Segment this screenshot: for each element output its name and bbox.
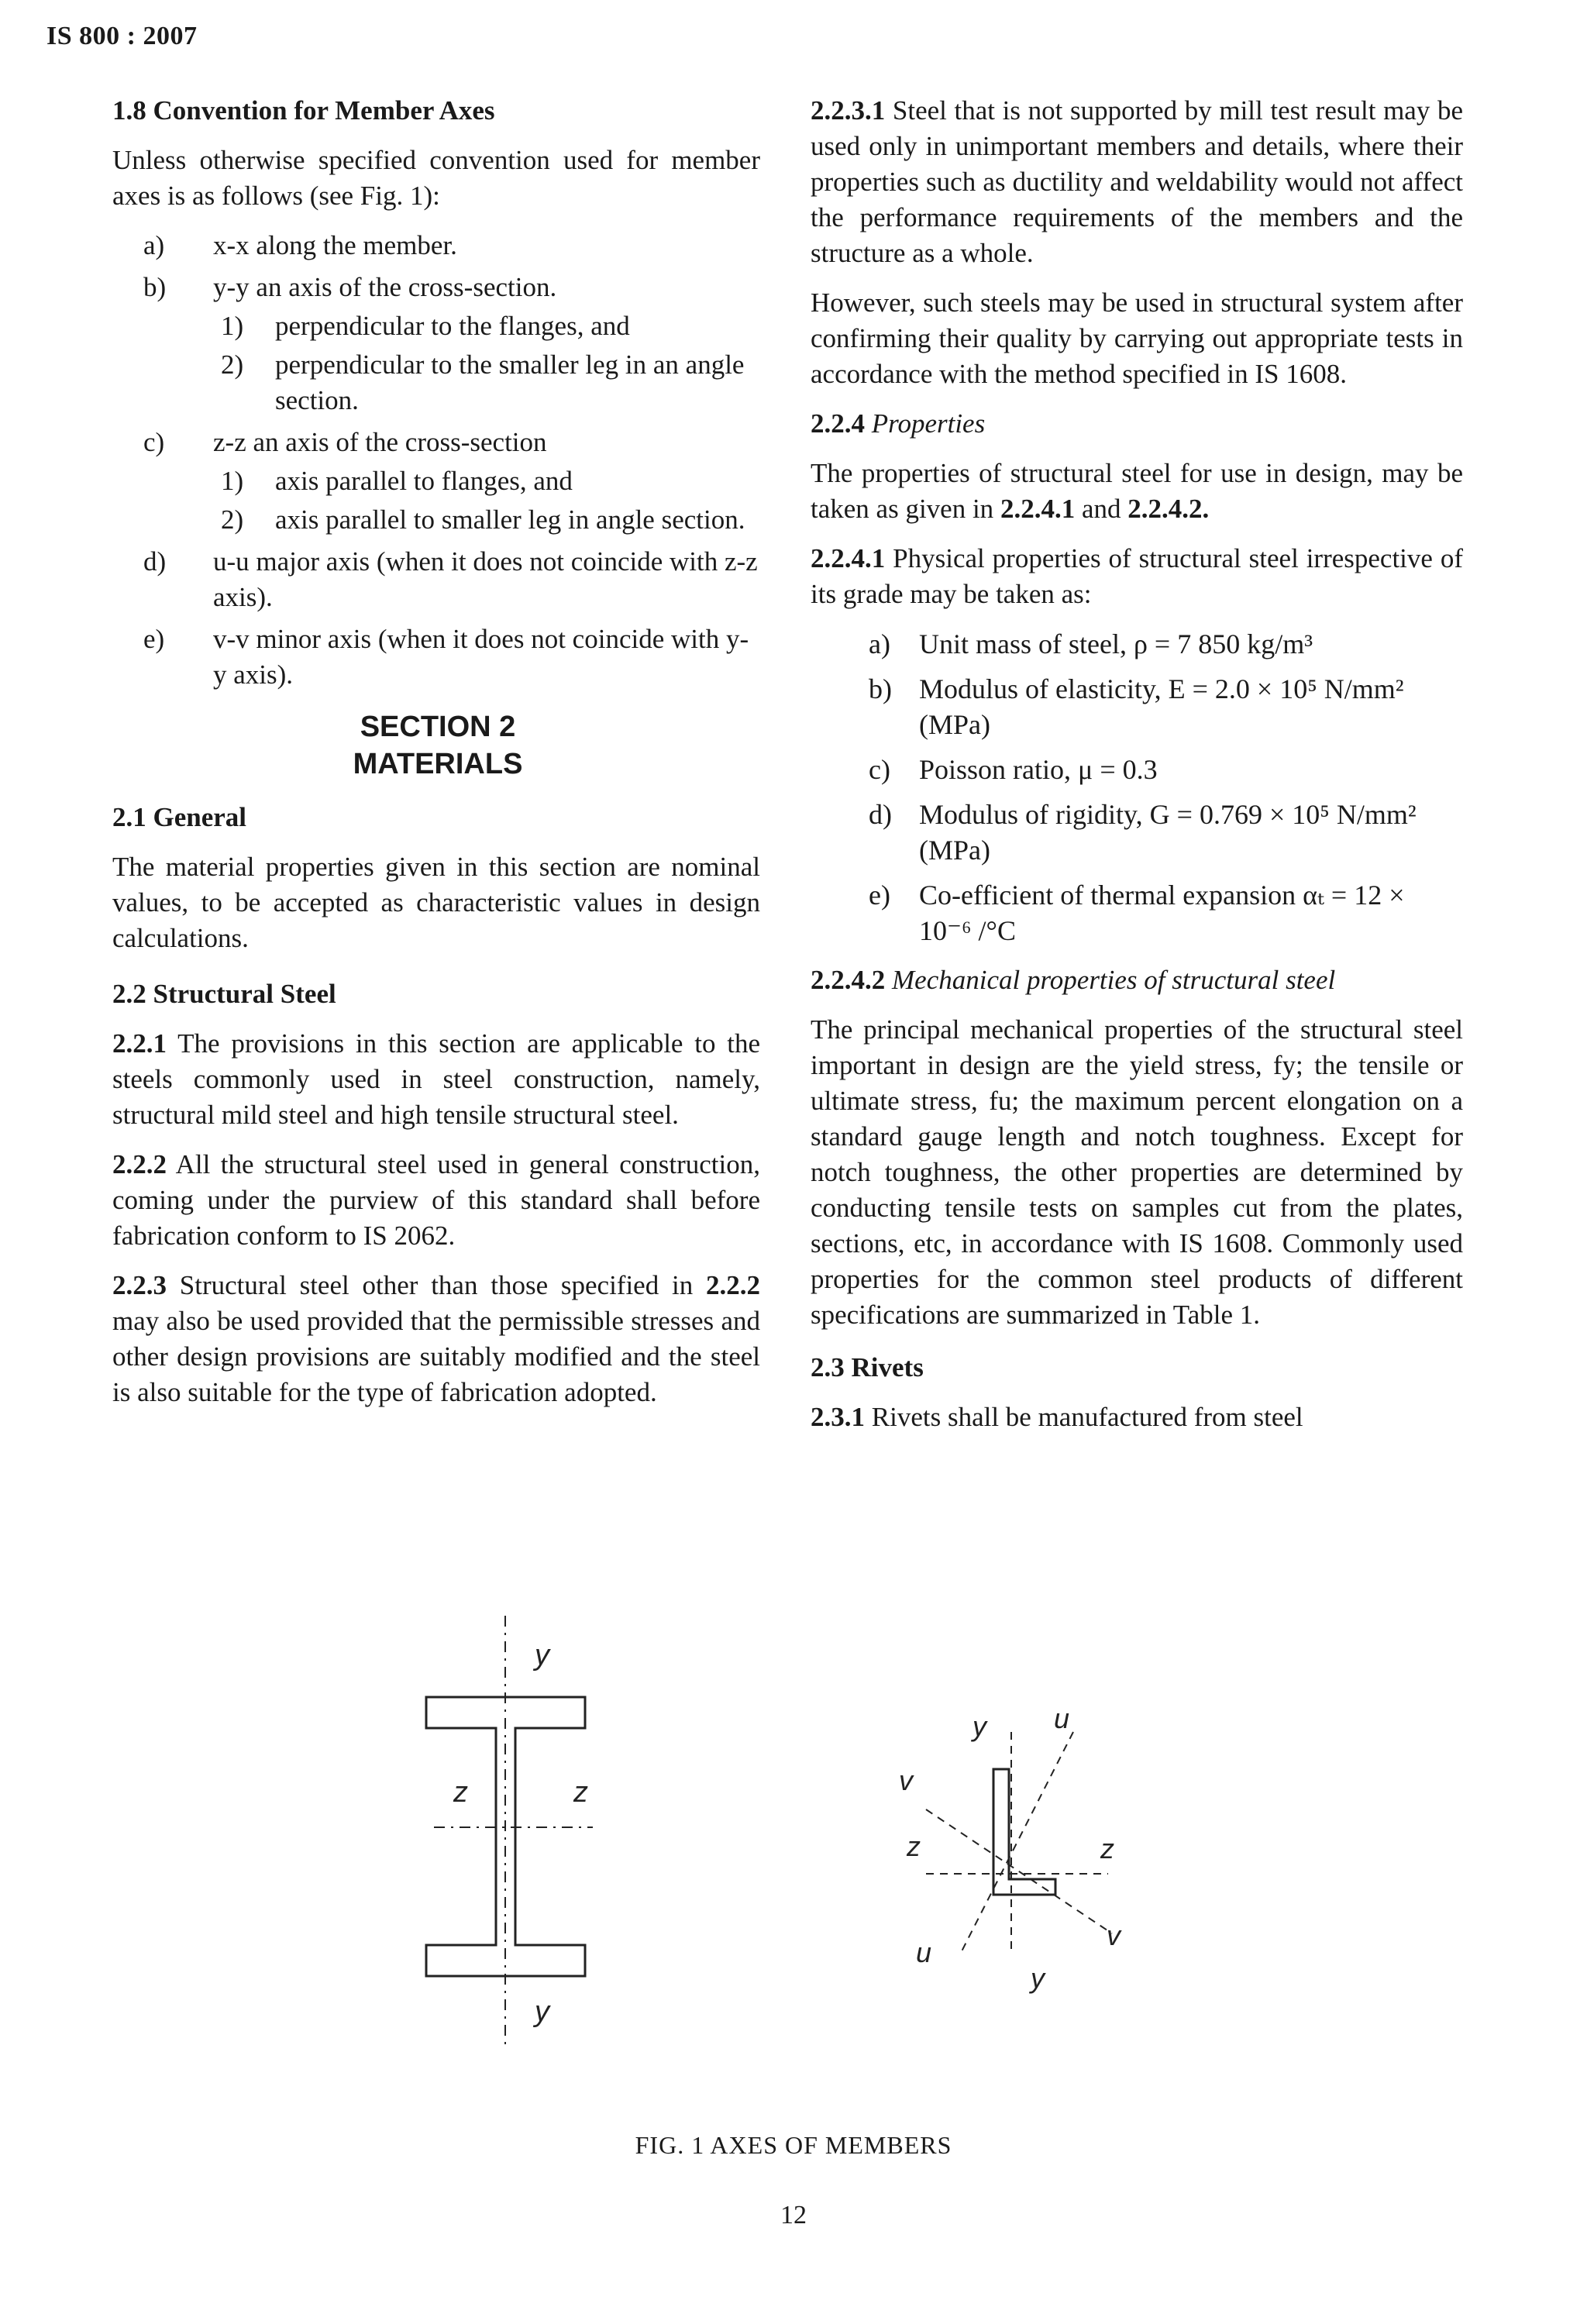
list-item: 1) axis parallel to flanges, and (221, 466, 573, 496)
ibeam-label-y-top: y (535, 1639, 549, 1672)
i-beam-figure (426, 1616, 593, 2046)
angle-label-z-left: z (907, 1830, 921, 1862)
angle-label-u-top: u (1054, 1703, 1070, 1734)
ibeam-label-z-left: z (453, 1776, 468, 1809)
list-item: e) Co-efficient of thermal expansion αₜ = 12 × 10⁻⁶ /°C (869, 880, 1405, 946)
list-item: b) y-y an axis of the cross-section. 1) perpendicular to the flanges, and 2) perpendicular to the smaller leg in an angle section. (112, 270, 760, 418)
angle-label-v-left: v (899, 1765, 913, 1796)
angle-label-y-bottom: y (1031, 1962, 1045, 1994)
list-item: b) Modulus of elasticity, E = 2.0 × 10⁵ N/mm² (MPa) (869, 673, 1404, 740)
section-2-2-4-text: The properties of structural steel for use in design, may be taken as given in 2.2.4.1 and 2.2.4.2. (811, 458, 1463, 524)
angle-u-axis (961, 1732, 1073, 1953)
angle-v-axis (926, 1809, 1112, 1933)
ibeam-label-y-bottom: y (535, 1995, 549, 2028)
page-number: 12 (780, 2201, 807, 2229)
section-1-8-heading: 1.8 Convention for Member Axes (112, 95, 495, 126)
list-item: a) Unit mass of steel, ρ = 7 850 kg/m³ (869, 628, 1313, 659)
angle-label-u-bottom: u (916, 1937, 932, 1968)
section-2-2-3-1-text: 2.2.3.1 Steel that is not supported by mill test result may be used only in unimportant members and details, where their properties such as ductility and weldability would not affect the performance requirements of the members and the structure as a whole. (811, 95, 1464, 268)
list-item: e) v-v minor axis (when it does not coincide with y-y axis). (143, 624, 749, 690)
section-2-2-1-text: 2.2.1 The provisions in this section are applicable to the steels commonly used in steel construction, namely, structural mild steel and high tensile structural steel. (112, 1028, 760, 1130)
section-2-1-text: The material properties given in this section are nominal values, to be accepted as characteristic values in design calculations. (112, 852, 760, 953)
section-1-8-intro: Unless otherwise specified convention used for member axes is as follows (see Fig. 1): (112, 145, 760, 211)
section-2-heading: SECTION 2 MATERIALS (353, 711, 523, 780)
list-item: c) Poisson ratio, μ = 0.3 (869, 754, 1158, 785)
section-2-2-4-heading: 2.2.4 Properties (811, 408, 986, 439)
section-2-2-3-text: 2.2.3 Structural steel other than those specified in 2.2.2 may also be used provided that the permissible stresses and other design provisions are suitably modified and the steel is also suitable for the type of fabrication adopted. (112, 1270, 760, 1407)
section-2-2-4-2-text: The principal mechanical properties of the structural steel important in design are the yield stress, fy; the tensile or ultimate stress, fu; the maximum percent elongation on a standard gauge length and notch toughness. Except for notch toughness, the other properties are determined by conducting tensile tests on samples cut from the plates, sections, etc, in accordance with IS 1608. Commonly used properties for the common steel products of different specifications are summarized in Table 1. (811, 1014, 1463, 1330)
section-2-2-3-1-text-cont: However, such steels may be used in structural system after confirming their quality by carrying out appropriate tests in accordance with the method specified in IS 1608. (811, 287, 1463, 389)
section-2-2-2-text: 2.2.2 All the structural steel used in general construction, coming under the purview of this standard shall before fabrication conform to IS 2062. (112, 1149, 760, 1251)
page-header: IS 800 : 2007 (46, 22, 198, 50)
angle-label-z-right: z (1100, 1833, 1114, 1864)
angle-section-figure (926, 1732, 1112, 1953)
list-item: 2) axis parallel to smaller leg in angle section. (221, 504, 745, 535)
list-item: d) Modulus of rigidity, G = 0.769 × 10⁵ N/mm² (MPa) (869, 799, 1417, 866)
section-2-3-heading: 2.3 Rivets (811, 1352, 924, 1382)
figure-caption: FIG. 1 AXES OF MEMBERS (635, 2131, 952, 2159)
i-beam-section (426, 1697, 585, 1976)
ibeam-label-z-right: z (573, 1776, 588, 1809)
section-2-2-heading: 2.2 Structural Steel (112, 979, 336, 1009)
list-item: 2) perpendicular to the smaller leg in an angle section. (221, 349, 745, 415)
angle-label-v-right: v (1107, 1919, 1121, 1951)
section-2-1-heading: 2.1 General (112, 802, 247, 832)
section-2-2-4-2-heading: 2.2.4.2 Mechanical properties of structural steel (811, 965, 1336, 995)
list-item: a) x-x along the member. (143, 230, 457, 260)
list-item: d) u-u major axis (when it does not coincide with z-z axis). (143, 546, 758, 612)
list-item: 1) perpendicular to the flanges, and (221, 311, 630, 341)
list-item: c) z-z an axis of the cross-section 1) axis parallel to flanges, and 2) axis parallel to smaller leg in angle section. (112, 425, 760, 538)
angle-label-y-top: y (973, 1710, 986, 1742)
section-2-2-4-1-text: 2.2.4.1 Physical properties of structural steel irrespective of its grade may be taken as: (811, 543, 1463, 609)
section-2-3-1-text: 2.3.1 Rivets shall be manufactured from steel (811, 1402, 1303, 1432)
